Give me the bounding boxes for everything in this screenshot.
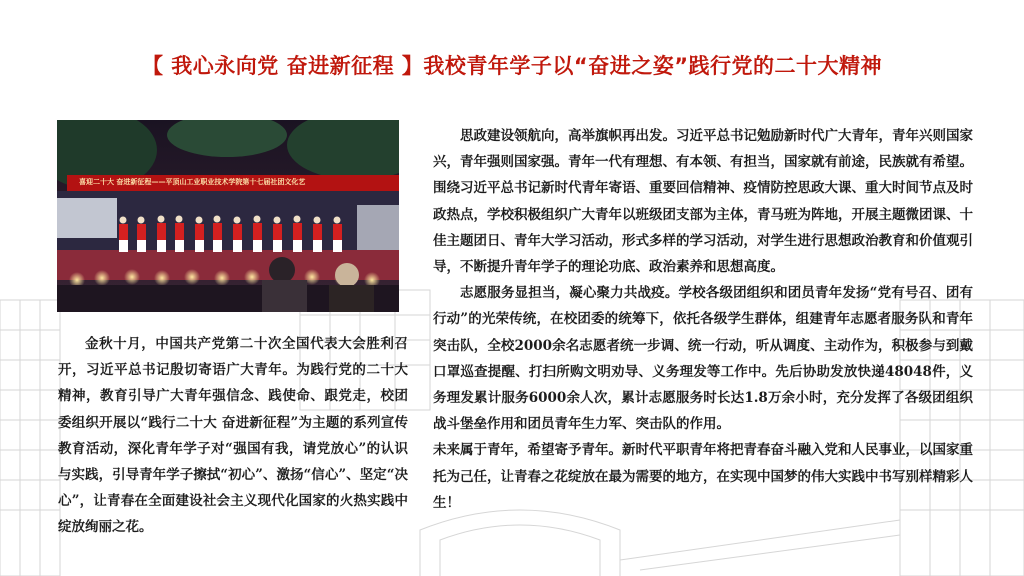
paragraph-volunteer: 志愿服务显担当，凝心聚力共战疫。学校各级团组织和团员青年发扬“党有号召、团有行动”的光荣传统，在校团委的统筹下，依托各级学生群体，组建青年志愿者服务队和青年突击队，全校2000余名志愿者统一步调、统一行动，听从调度、主动作为，积极参与到戴口罩巡查提醒、打扫所购文明劝导、义务理发等工作中。先后协助发放快递48048件，义务理发累计服务6000余人次，累计志愿服务时长达1.8万余小时，充分发挥了各级团组织战斗堡垒作用和团员青年生力军、突击队的作用。	[433, 285, 973, 433]
paragraph-ideology: 思政建设领航向，高举旗帜再出发。习近平总书记勉励新时代广大青年，青年兴则国家兴，青年强则国家强。青年一代有理想、有本领、有担当，国家就有前途，民族就有希望。围绕习近平总书记新时代青年寄语、重要回信精神、疫情防控思政大课、重大时间节点及时政热点，学校积极组织广大青年以班级团支部为主体，青马班为阵地，开展主题微团课、十佳主题团日、青年大学习活动，形式多样的学习活动，对学生进行思想政治教育和价值观引导，不断提升青年学子的理论功底、政治素养和思想高度。	[433, 128, 973, 276]
article-body	[433, 123, 973, 516]
page-title: 【 我心永向党 奋进新征程 】我校青年学子以“奋进之姿”践行党的二十大精神	[141, 54, 883, 78]
intro-paragraph: 金秋十月，中国共产党第二十次全国代表大会胜利召开，习近平总书记殷切寄语广大青年。为践行党的二十大精神，教育引导广大青年强信念、践使命、跟党走，校团委组织开展以“践行二十大 奋进新征程”为主题的系列宣传教育活动，深化青年学子对“强国有我，请党放心”的认识与实践，引导青年学子擦拭“初心”、激扬“信心”、坚定“决心”，让青春在全面建设社会主义现代化国家的火热实践中绽放绚丽之花。	[58, 336, 408, 536]
paragraph-future: 未来属于青年，希望寄予青年。新时代平职青年将把青春奋斗融入党和人民事业，以国家重托为己任，让青春之花绽放在最为需要的地方，在实现中国梦的伟大实践中书写别样精彩人生！	[433, 442, 973, 511]
event-photo	[57, 120, 399, 312]
photo-banner-text: 喜迎二十大 奋进新征程——平顶山工业职业技术学院第十七届社团文化艺	[79, 178, 306, 186]
